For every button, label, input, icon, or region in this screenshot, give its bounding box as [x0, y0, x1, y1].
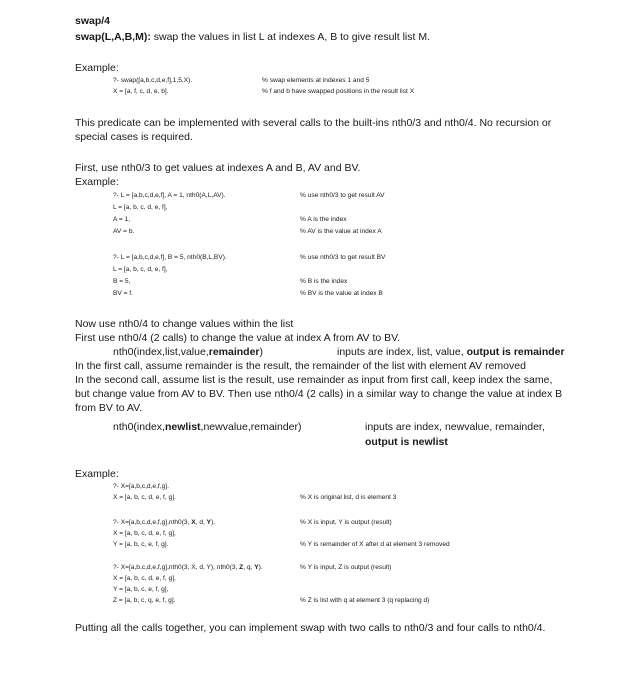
example2-code-line: L = [a, b, c, d, e, f],: [113, 266, 168, 273]
code-text: , d,: [195, 519, 207, 526]
nth0-signature-2: [113, 421, 302, 434]
example3-comment: % Z is list with q at element 3 (q replacing d): [300, 597, 430, 604]
example1-label: Example:: [75, 62, 119, 74]
example3-code-line: Y = [a, b, c, e, f, g].: [113, 541, 169, 548]
example3-comment: % Y is input, Z is output (result): [300, 564, 392, 571]
code-text: ?- X=[a,b,c,d,e,f,g],nth0(3,: [113, 519, 192, 526]
sig-text: nth0(index,list,value,: [113, 346, 209, 358]
example2-comment: % B is the index: [300, 278, 348, 285]
closing-paragraph: Putting all the calls together, you can implement swap with two calls to nth0/3 and four calls to nth0/4.: [75, 622, 546, 634]
code-text: ).: [258, 564, 263, 571]
nth0-desc-2-bold: output is newlist: [365, 436, 448, 448]
nth0-signature-1: [113, 346, 263, 359]
para2: First, use nth0/3 to get values at indexes A and B, AV and BV.: [75, 162, 361, 174]
example2-code-line: B = 5,: [113, 278, 131, 285]
example3-comment: % Y is remainder of X after d at element 3 removed: [300, 541, 450, 548]
para1-line: special cases is required.: [75, 131, 193, 143]
para1-line: This predicate can be implemented with several calls to the built-ins nth0/3 and nth0/4. No recursion or: [75, 117, 552, 129]
example1-comment: % f and b have swapped positions in the result list X: [262, 88, 415, 95]
example3-comment: % X is input, Y is output (result): [300, 519, 392, 526]
desc-bold: output is remainder: [466, 346, 565, 358]
para3-line: from BV to AV.: [75, 402, 143, 414]
para3-line: In the first call, assume remainder is the result, the remainder of the list with element AV removed: [75, 360, 526, 372]
sig-bold: remainder: [208, 346, 260, 358]
example2-code-line: AV = b.: [113, 228, 135, 235]
example3-code-line: ?- X=[a,b,c,d,e,f,g].: [113, 483, 169, 490]
example1-code-line: X = [a, f, c, d, e, b].: [113, 88, 169, 95]
code-bold: X: [191, 519, 196, 526]
example2-code-line: L = [a, b, c, d, e, f],: [113, 204, 168, 211]
desc-text: inputs are index, list, value,: [337, 346, 467, 358]
code-bold: Y: [254, 564, 259, 571]
para3-line: In the second call, assume list is the result, use remainder as input from first call, keep index the same,: [75, 374, 553, 386]
example2-comment: % use nth0/3 to get result AV: [300, 192, 385, 199]
page-title: swap/4: [75, 15, 111, 27]
example3-code-line: Z = [a, b, c, q, e, f, g].: [113, 597, 176, 604]
example2-code-line: BV = f.: [113, 290, 133, 297]
signature-desc: swap the values in list L at indexes A, B to give result list M.: [153, 31, 430, 43]
code-bold: Z: [239, 564, 244, 571]
para3-line: Now use nth0/4 to change values within the list: [75, 318, 294, 330]
example2-comment: % BV is the value at index B: [300, 290, 383, 297]
example3-code-line: [113, 518, 215, 527]
example2-code-line: ?- L = [a,b,c,d,e,f], B = 5, nth0(B,L,BV).: [113, 254, 227, 261]
example1-code-line: ?- swap([a,b,c,d,e,f],1,5,X).: [113, 77, 193, 84]
example2-code-line: ?- L = [a,b,c,d,e,f], A = 1, nth0(A,L,AV).: [113, 192, 226, 199]
example2-comment: % use nth0/3 to get result BV: [300, 254, 386, 261]
example2-label: Example:: [75, 176, 119, 188]
example3-code-line: Y = [a, b, c, e, f, g],: [113, 586, 169, 593]
signature-line: [75, 31, 430, 44]
example2-code-line: A = 1,: [113, 216, 131, 223]
code-text: , q,: [243, 564, 255, 571]
sig-bold: newlist: [164, 421, 201, 433]
example3-label: Example:: [75, 468, 119, 480]
code-bold: Y: [206, 519, 212, 526]
example3-comment: % X is original list, d is element 3: [300, 494, 397, 501]
nth0-desc-2: inputs are index, newvalue, remainder,: [365, 421, 545, 433]
example3-code-line: X = [a, b, c, d, e, f, g].: [113, 494, 176, 501]
signature-head: swap(L,A,B,M):: [75, 31, 151, 43]
sig-text: ,newvalue,remainder): [200, 421, 302, 433]
example2-comment: % AV is the value at index A: [300, 228, 382, 235]
example2-comment: % A is the index: [300, 216, 347, 223]
sig-text: ): [259, 346, 264, 358]
para3-line: First use nth0/4 (2 calls) to change the value at index A from AV to BV.: [75, 332, 401, 344]
example3-code-line: X = [a, b, c, d, e, f, g],: [113, 530, 176, 537]
nth0-desc-1: [337, 346, 565, 359]
example1-comment: % swap elements at indexes 1 and 5: [262, 77, 370, 84]
example3-code-line: [113, 563, 263, 572]
example3-code-line: X = [a, b, c, d, e, f, g],: [113, 575, 176, 582]
code-text: ).: [211, 519, 216, 526]
code-text: ?- X=[a,b,c,d,e,f,g],nth0(3, X, d, Y), nth0(3,: [113, 564, 240, 571]
para3-line: but change value from AV to BV. Then use nth0/4 (2 calls) in a similar way to change the value at index B: [75, 388, 563, 400]
sig-text: nth0(index,: [113, 421, 165, 433]
